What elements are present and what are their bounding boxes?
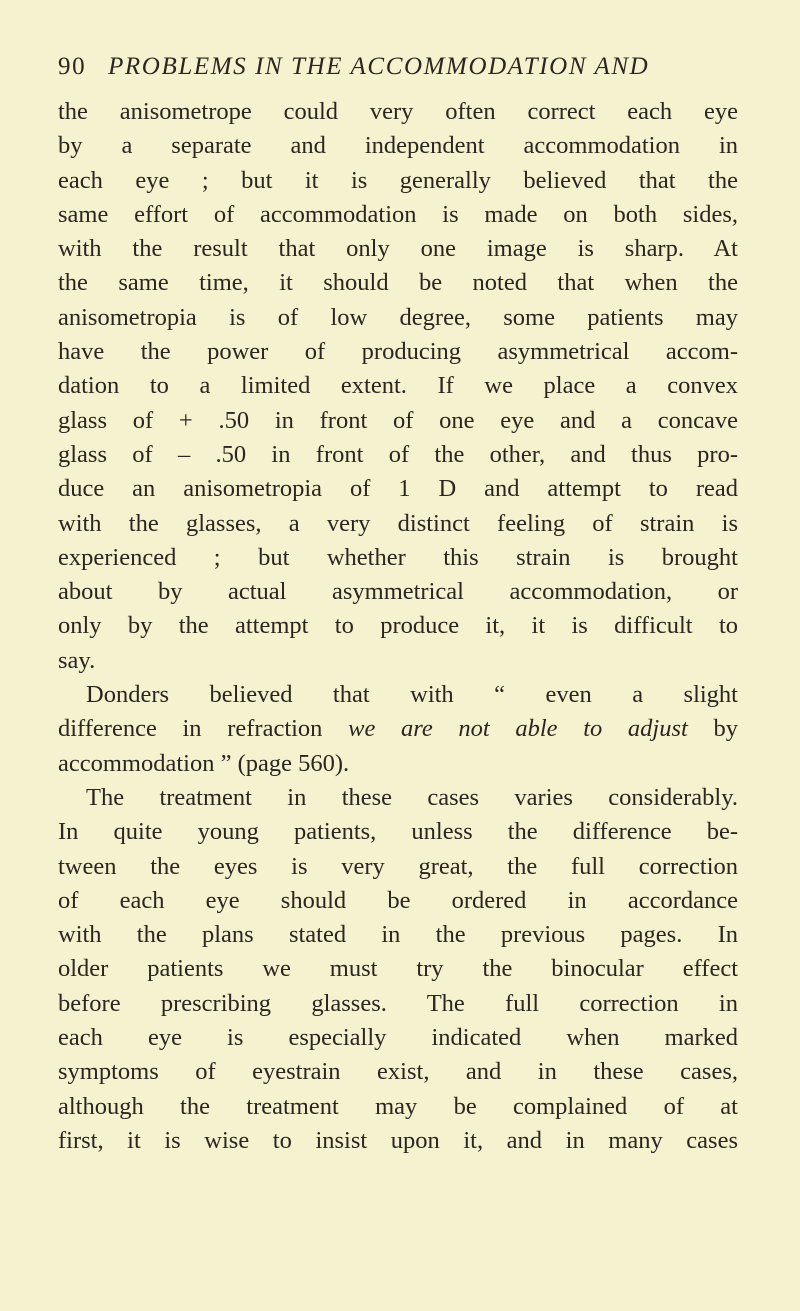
italic-quote: we are not able to adjust — [348, 715, 688, 743]
text-line: tween the eyes is very great, the full correction — [58, 852, 738, 880]
text-line: dation to a limited extent. If we place a convex — [58, 372, 738, 400]
text-line: In quite young patients, unless the difference be- — [58, 818, 738, 846]
text-run: by — [687, 715, 739, 743]
paragraph-1 — [58, 95, 738, 678]
text-line: with the plans stated in the previous pages. In — [58, 921, 738, 949]
running-header — [58, 52, 649, 82]
text-line: about by actual asymmetrical accommodation, or — [58, 578, 738, 606]
text-line: experienced ; but whether this strain is brought — [58, 543, 738, 571]
text-line: first, it is wise to insist upon it, and in many cases — [58, 1126, 738, 1154]
text-line: by a separate and independent accommodation in — [58, 132, 738, 160]
text-line: with the glasses, a very distinct feeling of strain is — [58, 509, 738, 537]
text-run: difference in refraction — [58, 715, 349, 743]
text-line: duce an anisometropia of 1 D and attempt to read — [58, 475, 738, 503]
text-line: say. — [58, 646, 96, 674]
text-line: of each eye should be ordered in accordance — [58, 886, 738, 914]
text-line: accommodation ” (page 560). — [58, 749, 350, 777]
running-title: PROBLEMS IN THE ACCOMMODATION AND — [108, 53, 650, 80]
text-line: the same time, it should be noted that when the — [58, 269, 738, 297]
body-text — [58, 95, 738, 1158]
text-line: have the power of producing asymmetrical accom- — [58, 338, 738, 366]
text-line: glass of – .50 in front of the other, and thus pro- — [58, 440, 738, 468]
text-line: with the result that only one image is sharp. At — [58, 235, 738, 263]
text-line: although the treatment may be complained of at — [58, 1092, 738, 1120]
paragraph-2 — [58, 678, 738, 781]
text-line: The treatment in these cases varies considerably. — [86, 783, 738, 811]
text-line: each eye is especially indicated when marked — [58, 1024, 738, 1052]
text-line: older patients we must try the binocular effect — [58, 955, 738, 983]
page-number: 90 — [58, 53, 87, 80]
text-line: Donders believed that with “ even a slight — [86, 681, 738, 709]
text-line: the anisometrope could very often correct each eye — [58, 98, 738, 125]
text-line-with-italic — [58, 712, 738, 746]
text-line: before prescribing glasses. The full correction in — [58, 989, 738, 1017]
text-line: anisometropia is of low degree, some patients may — [58, 303, 738, 331]
paragraph-3 — [58, 781, 738, 1158]
text-line: only by the attempt to produce it, it is difficult to — [58, 612, 738, 640]
text-line: glass of + .50 in front of one eye and a concave — [58, 406, 738, 434]
text-line: symptoms of eyestrain exist, and in these cases, — [58, 1058, 738, 1086]
text-line: each eye ; but it is generally believed that the — [58, 166, 738, 194]
text-line: same effort of accommodation is made on both sides, — [58, 200, 738, 228]
